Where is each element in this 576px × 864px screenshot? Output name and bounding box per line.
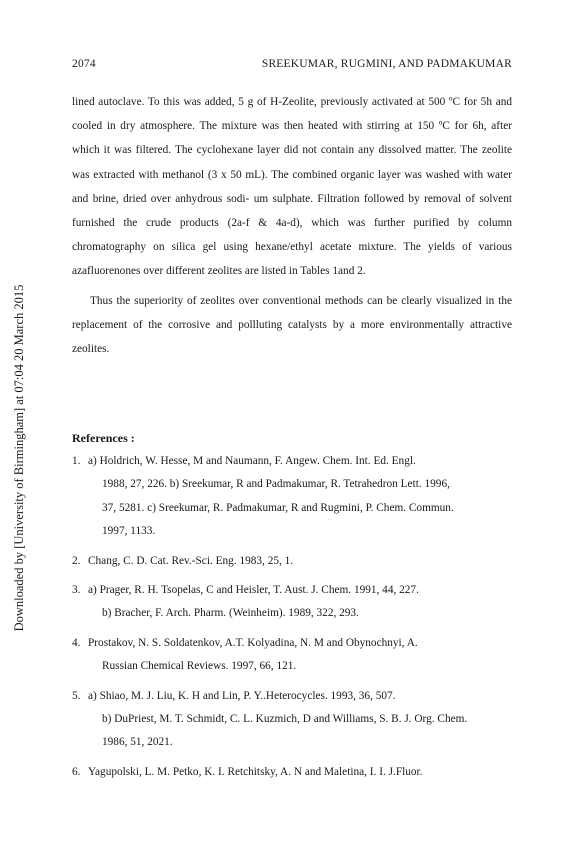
reference-number: 1. (72, 455, 81, 467)
running-title: SREEKUMAR, RUGMINI, AND PADMAKUMAR (261, 58, 512, 70)
reference-item (72, 761, 512, 784)
reference-item (72, 685, 512, 755)
reference-line: 37, 5281. c) Sreekumar, R. Padmakumar, R and Rugmini, P. Chem. Commun. (102, 501, 454, 514)
reference-number: 5. (72, 689, 81, 702)
page-header (72, 58, 512, 74)
text-line: using hexane/ethyl acetate mixture. The yields of various azafluorenones over (72, 241, 512, 278)
reference-line: Yagupolski, L. M. Petko, K. I. Retchitsky, A. N and Maletina, I. I. J.Fluor. (88, 765, 423, 778)
reference-line: b) Bracher, F. Arch. Pharm. (Weinheim). 1989, 322, 293. (102, 607, 359, 620)
text-line: ºC for 6h, after which it was filtered. The cyclohexane layer did not contain any (72, 120, 512, 157)
reference-line: Chang, C. D. Cat. Rev.-Sci. Eng. 1983, 25, 1. (88, 554, 294, 567)
reference-number: 2. (72, 554, 81, 567)
reference-number: 4. (72, 636, 81, 649)
download-note: Downloaded by [University of Birmingham] at 07:04 20 March 2015 (12, 284, 26, 632)
text-line: Thus the superiority of zeolites over conventional methods can be clearly (90, 294, 436, 307)
paragraph-conclusion (72, 289, 512, 362)
text-line: lined autoclave. To this was added, 5 g of H-Zeolite, previously activated at 500 ºC (72, 96, 464, 108)
reference-line: Russian Chemical Reviews. 1997, 66, 121. (102, 660, 297, 673)
reference-line: a) Prager, R. H. Tsopelas, C and Heisler, T. Aust. J. Chem. 1991, 44, 227. (88, 584, 419, 597)
reference-line: 1988, 27, 226. b) Sreekumar, R and Padmakumar, R. Tetrahedron Lett. 1996, (102, 478, 450, 491)
body-text (72, 90, 512, 361)
text-line: environmentally attractive zeolites. (72, 318, 512, 356)
references-section (72, 423, 512, 790)
reference-line: 1986, 51, 2021. (102, 736, 173, 749)
text-line: visualized in the replacement of the corrosive and pollluting catalysts by a more (72, 294, 512, 331)
paragraph-experimental (72, 90, 512, 284)
reference-item (72, 450, 512, 544)
text-line: dissolved matter. The zeolite was extracted with methanol (3 x 50 mL). The (72, 144, 513, 181)
reference-number: 3. (72, 584, 81, 597)
reference-item (72, 632, 512, 679)
text-line: combined organic layer was washed with water and brine, dried over anhydrous sodi- (72, 168, 512, 205)
reference-line: a) Holdrich, W. Hesse, M and Naumann, F. Angew. Chem. Int. Ed. Engl. (88, 455, 416, 467)
page-number: 2074 (72, 58, 96, 70)
reference-line: a) Shiao, M. J. Liu, K. H and Lin, P. Y..Heterocycles. 1993, 36, 507. (88, 689, 396, 702)
reference-line: Prostakov, N. S. Soldatenkov, A.T. Kolyadina, N. M and Obynochnyi, A. (88, 636, 418, 649)
text-line: um sulphate. Filtration followed by removal of solvent furnished the crude products (72, 192, 512, 230)
reference-line: b) DuPriest, M. T. Schmidt, C. L. Kuzmich, D and Williams, S. B. J. Org. Chem. (102, 713, 468, 726)
reference-item (72, 550, 512, 573)
references-heading: References : (72, 431, 135, 445)
reference-line: 1997, 1133. (102, 525, 156, 538)
text-line: for 5h and cooled in dry atmosphere. The mixture was then heated with stirring at 150 (72, 96, 513, 133)
text-line: (2a-f & 4a-d), which was further purified by column chromatography on silica gel (72, 217, 512, 254)
reference-number: 6. (72, 765, 81, 778)
reference-item (72, 579, 512, 626)
text-line: different zeolites are listed in Tables 1and 2. (166, 265, 366, 278)
